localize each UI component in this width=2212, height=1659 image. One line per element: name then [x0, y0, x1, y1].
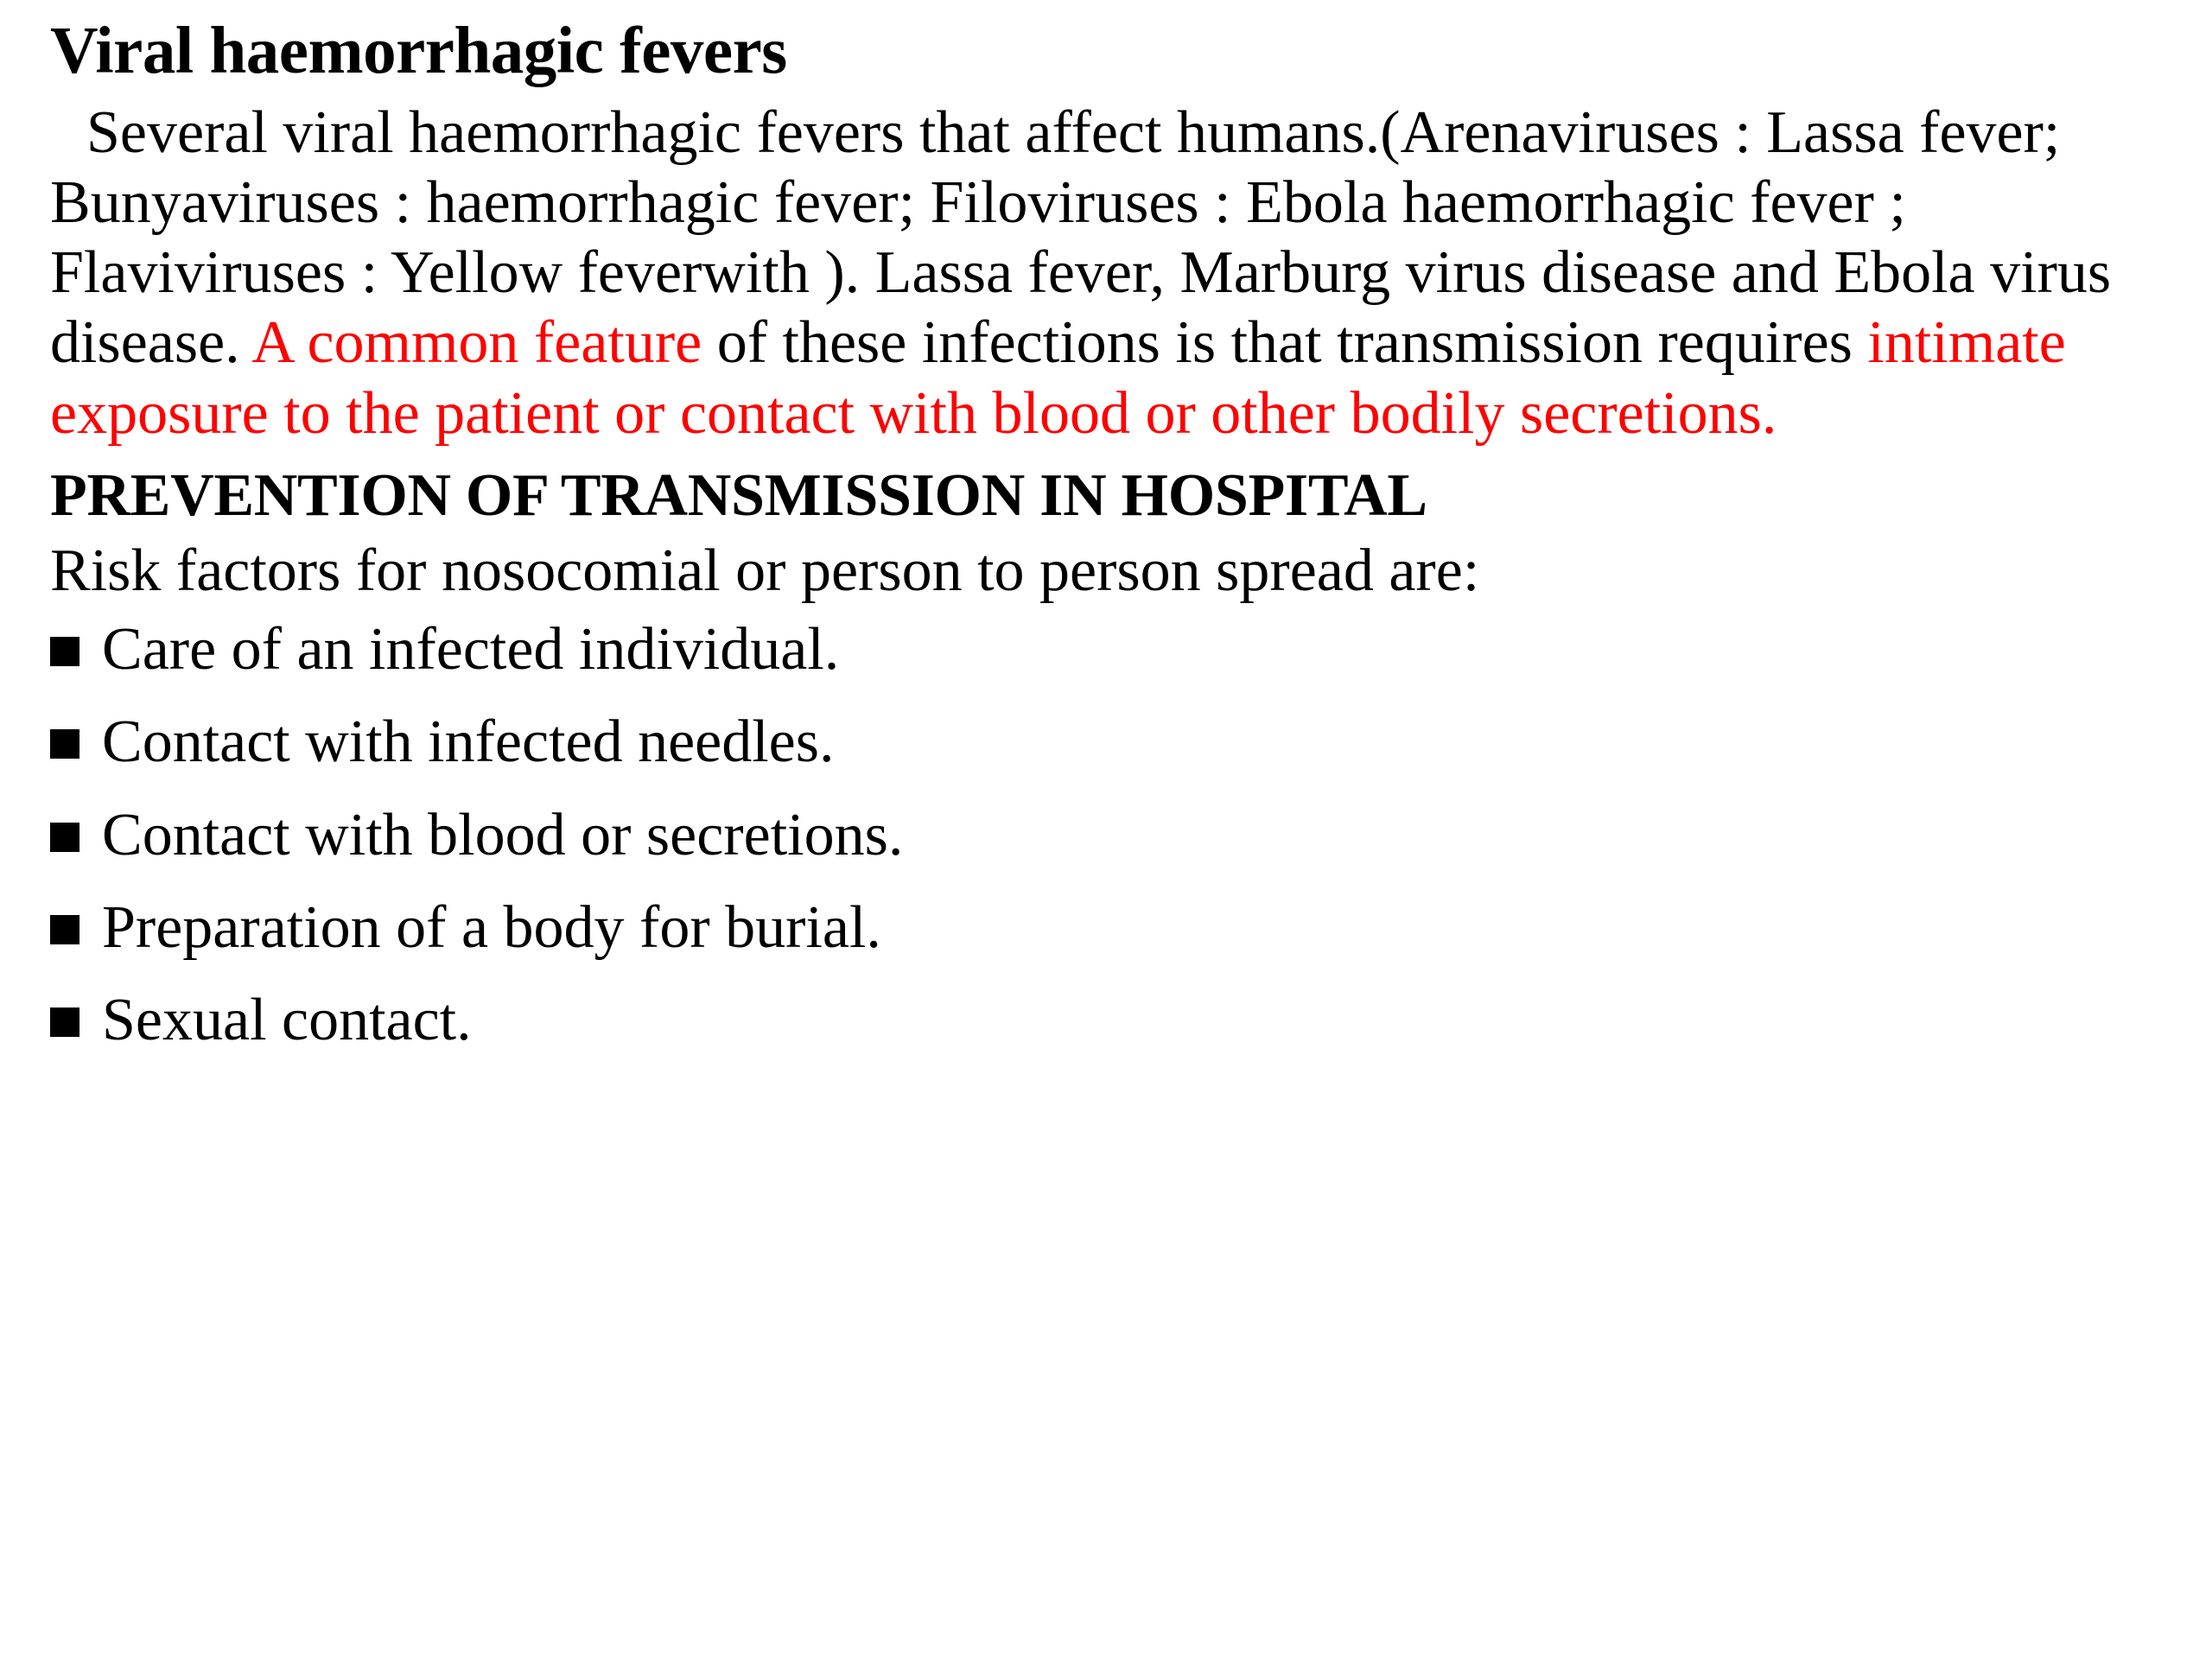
paragraph-highlight-1: A common feature [251, 309, 702, 377]
square-bullet-icon [50, 729, 79, 759]
list-item-label: Contact with blood or secretions. [102, 801, 904, 868]
square-bullet-icon [50, 823, 79, 852]
list-item [50, 800, 2160, 870]
list-item [50, 614, 2160, 684]
paragraph-part-1: Several viral haemorrhagic fevers that affect humans.(Arenaviruses : Lassa fever; Bunyaviruses : haemorrhagic fever; Filoviruses : Ebola haemorrhagic fever ; Flaviviruses : Yellow feverwith ). Lassa fever, Marburg virus disease and Ebola virus disease. [50, 99, 2112, 377]
square-bullet-icon [50, 637, 79, 666]
list-item [50, 985, 2160, 1055]
list-item [50, 893, 2160, 963]
paragraph-part-2: of these infections is that transmission requires [702, 309, 1868, 377]
list-item-label: Sexual contact. [102, 986, 472, 1053]
paragraph-highlight-2: intimate exposure to the patient or contact with blood or other bodily secretions. [50, 309, 2066, 447]
risk-factors-lead: Risk factors for nosocomial or person to person spread are: [50, 537, 1480, 604]
square-bullet-icon [50, 915, 79, 944]
square-bullet-icon [50, 1007, 79, 1037]
section-subheading: PREVENTION OF TRANSMISSION IN HOSPITAL [50, 461, 1427, 529]
list-item-label: Care of an infected individual. [102, 616, 840, 683]
risk-factors-list [50, 614, 2160, 1055]
list-item-label: Preparation of a body for burial. [102, 893, 881, 961]
list-item [50, 707, 2160, 777]
page-title: Viral haemorrhagic fevers [50, 13, 787, 87]
intro-paragraph [50, 98, 2160, 448]
list-item-label: Contact with infected needles. [102, 709, 835, 776]
